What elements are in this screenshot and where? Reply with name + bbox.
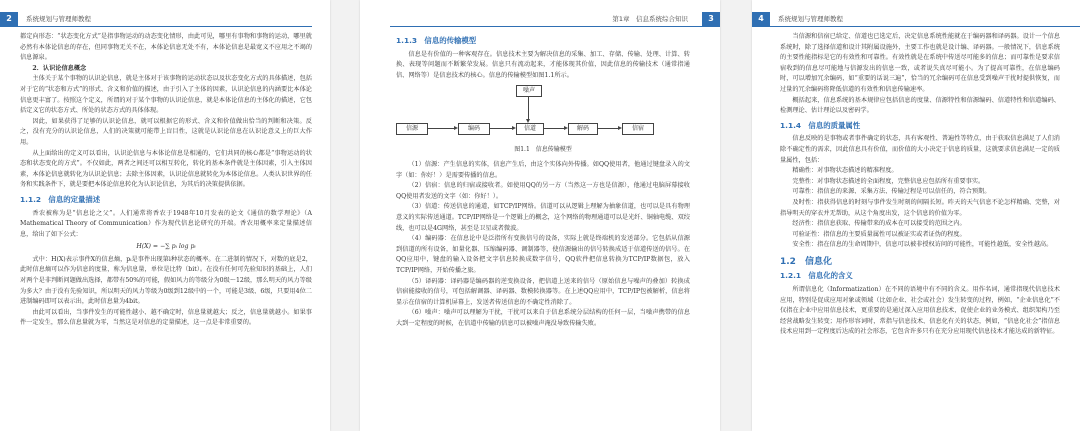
paragraph: 香农被称为是“信息论之父”。人们通常将香农于1948年10月发表的论文《通信的数学理论》（A Mathematical Theory of Communication）作为现代信息论研究的开端。香农用概率来定量描述信息，给出了如下公式： xyxy=(20,209,312,238)
entropy-formula: H(X) = −∑ pᵢ log pᵢ xyxy=(136,243,196,251)
noise-arrow xyxy=(528,96,529,120)
header-title: 系统规划与管理师教程 xyxy=(778,15,843,23)
header-title: 第1章 信息系统综合知识 xyxy=(612,15,688,23)
section-title: 1.1.3 信息的传输模型 xyxy=(396,36,477,45)
list-item: （1）信源：产生信息的实体，信息产生后，由这个实体向外传播。如QQ使用者，他通过键盘录入的文字（如：你好！）是需要传播的信息。 xyxy=(396,160,690,179)
encoder-box: 编码 xyxy=(458,123,490,135)
channel-box: 信道 xyxy=(516,123,544,135)
subheading: 2．认识论信息概念 xyxy=(32,64,87,72)
list-item: （3）信道：传送信息的通道，如TCP/IP网络。信道可以从逻辑上理解为抽象信道，也可以是具有物理意义的实际传送通道。TCP/IP网络是一个逻辑上的概念，这个网络的物理通道可以是光纤、铜轴电缆、双绞线，也可以是4G网络，甚至是卫星或者微波。 xyxy=(396,203,690,232)
paragraph: 信息是有价值的一种客观存在。信息技术主要为解决信息的采集、加工、存储、传输、处理、计算、转换、表现等问题而不断繁荣发展。信息只有流动起来，才能体现其价值，因此信息的传输技术（通常指通信、网络等）是信息技术的核心。信息的传输模型如图1.1所示。 xyxy=(396,50,690,79)
page-number: 3 xyxy=(702,12,720,26)
paragraph: 当信源和信宿已给定、信道也已选定后，决定信息系统性能就在于编码器和译码器。设计一个信息系统时，除了选择信道和设计其附属设施外，主要工作也就是设计编、译码器。一般情况下，信息系统的主要性能指标是它的有效性和可靠性。有效性就是在系统中传送尽可能多的信息；而可靠性是要求信宿收到的信息尽可能地与信源发出的信息一致，或者说失真尽可能小。为了提高可靠性，在信息编码时，可以增加冗余编码，如“重要的话说三遍”，恰当的冗余编码可在信息受到噪声干扰时提供恢复，而过量的冗余编码将降低信道的有效性和信息传输速率。 xyxy=(780,33,1060,93)
list-item: （6）噪声：噪声可以理解为干扰，干扰可以来自于信息系统分层结构的任何一层，当噪声携带的信息大到一定程度的时候，在信道中传输的信息可以被噪声淹没导致传输失败。 xyxy=(396,309,690,327)
page-body xyxy=(20,32,312,329)
list-item: （5）译码器：译码器是编码器的逆变换设备，把信道上送来的信号（原始信息与噪声的叠加）转换成信宿能接收的信号，可包括解调器、译码器、数模转换器等。在上述QQ应用中，TCP/IP包被解析，信息将显示在信宿的计算机屏幕上，发送者传送信息的不确定性消除了。 xyxy=(396,277,690,306)
page-3 xyxy=(360,0,720,431)
noise-box: 噪声 xyxy=(516,85,542,97)
list-item: 及时性：指获得信息的时刻与事件发生时刻的间隔长短。昨天的天气信息不论怎样精确、完整，对指导明天的穿衣并无帮助，从这个角度出发，这个信息的价值为零。 xyxy=(780,198,1060,217)
flow-arrow xyxy=(597,128,619,129)
list-item: （4）编码器：在信息论中是泛指所有变换信号的设备，实际上就是终端机的发送部分。它包括从信源到信道的所有设备，如量化器、压缩编码器、调制器等，使信源输出的信号转换成适于信道传送的信号。在QQ应用中，键盘的输入设备把文字信息转换成数字信号，QQ软件把信息转换为TCP/IP数据包，放入TCP/IP网络，开始传播之旅。 xyxy=(396,235,690,274)
decoder-box: 解码 xyxy=(568,123,598,135)
sink-box: 信宿 xyxy=(622,123,654,135)
chapter-title: 1.2 信息化 xyxy=(780,256,832,267)
page-4 xyxy=(752,0,1080,431)
transmission-model-diagram xyxy=(396,85,690,143)
header-rule xyxy=(0,26,312,27)
page-header xyxy=(752,12,1080,26)
flow-arrow xyxy=(489,128,513,129)
list-item: 安全性：指在信息的生命周期中，信息可以被非授权访问的可能性，可能性越低，安全性越高。 xyxy=(792,241,1053,249)
page-number: 4 xyxy=(752,12,770,26)
paragraph: 概括起来，信息系统的基本规律应包括信息的度量、信源特性和信源编码、信道特性和信道编码、检测理论、估计理论以及密码学。 xyxy=(780,96,1060,115)
list-item: 完整性：对事物状态描述的全面程度，完整信息应包括所有重要事实。 xyxy=(792,177,985,185)
flow-arrow xyxy=(427,128,455,129)
subsection-title: 1.2.1 信息化的含义 xyxy=(780,271,853,281)
section-title: 1.1.2 信息的定量描述 xyxy=(20,194,101,204)
page-body xyxy=(396,32,690,329)
page-number: 2 xyxy=(0,12,18,26)
header-rule xyxy=(752,26,1080,27)
source-box: 信源 xyxy=(396,123,428,135)
page-header xyxy=(360,12,720,26)
page-header xyxy=(0,12,330,26)
paragraph: 主体关于某个事物的认识论信息，就是主体对于该事物的运动状态以及状态变化方式的具体描述，包括对于它的“状态和方式”的形式、含义和价值的描述，由于引入了主体的因素，认识论信息的内涵要比本体论信息更丰富了。按照这个定义，所谓的对于某个事物的认识论信息，就是本体论信息的主体化的描述，它包括定义它的状态方式、所处的状态方式的具体体现。 xyxy=(20,75,312,115)
header-rule xyxy=(390,26,720,27)
paragraph: 都定向形态：“状态变化方式”是指事物运动的动态变化情形，由此可见，哪里有事物和事物的运动，哪里就必然有本体论信息的存在，但同事物无关不在，本体论信息无处不有，本体论信息是最宽义不应用之不竭的信息源泉。 xyxy=(20,33,312,62)
paragraph: 从上面给出的定义可以看出，认识论信息与本体论信息是相通的，它们共同的核心都是“事物运动的状态和状态变化的方式”。不仅如此，两者之间还可以相互转化，转化的基本条件就是主体因素，引入主体因素，本体论信息就转化为认识论信息；去除主体因素，认识论信息就转化为本体论信息。人类认识世界的任务和实践条件下，就是要把本体论信息转化为认识论信息，为其后的决策提供依据。 xyxy=(20,149,312,189)
list-item: 可验证性：指信息的主要质量属性可以被证实或者证伪的程度。 xyxy=(792,230,966,238)
section-title: 1.1.4 信息的质量属性 xyxy=(780,120,861,130)
paragraph: 因此，如果获得了足够的认识论信息，就可以根据它的形式、含义和价值做出恰当的判断和决策。反之，没有充分的认识论信息，人们的决策就可能带上盲目性，这就是认识论信息在认识论意义上的巨大作用。 xyxy=(20,117,312,146)
flow-arrow xyxy=(543,128,565,129)
page-body xyxy=(780,32,1060,338)
page-2 xyxy=(0,0,330,431)
list-item: 精确性：对事物状态描述的精准程度。 xyxy=(792,167,898,175)
figure-caption: 图1.1 信息传输模型 xyxy=(514,146,572,154)
paragraph: 由此可以看出，当事件发生的可能性越小、越不确定时，信息量就越大；反之，信息量就越小。如果事件一定发生，那么信息量就为零，当然这是对信息的定量描述，这一点是非常重要的。 xyxy=(20,308,312,327)
paragraph: 所谓信息化（Informatization）在不同的语境中有不同的含义。用作名词，通常指现代信息技术应用，特别是促成应用对象或领域（比如企业、社会或社会）发生转变的过程，例如，“企业信息化”不仅指在企业中应用信息技术，更重要的是通过深入应用信息技术，促使企业的业务模式、组织架构乃至经营战略发生转变；用作形容词时，常指与信息技术、信息化有关的状态，例如，“信息化社会”指信息技术应用到一定程度后达成的社会形态，它包含许多只有在充分应用现代信息技术才能达成的新特征。 xyxy=(780,286,1060,336)
list-item: 可靠性：指信息的来源、采集方法、传输过程是可以信任的，符合预期。 xyxy=(792,188,991,196)
paragraph: 信息反映的是事物或者事件确定的状态，具有客观性、普遍性等特点，由于获取信息满足了人们消除不确定性的需求，因此信息具有价值，而价值的大小决定于信息的质量，这就要求信息满足一定的质量属性，包括： xyxy=(780,135,1060,164)
header-title: 系统规划与管理师教程 xyxy=(26,15,91,23)
paragraph: 式中：H(X)表示事件X的信息熵，pᵢ是事件出现第i种状态的概率。在二进制的情况下，对数的底是2，此时信息熵可以作为信息的度量，称为信息量，单位是比特（bit）。在没有任何可先验知识的基础上，人们对两个是非判断问题做出选择，都带有50%的可能，假如风力的等级分为0级～12级，那么明天的风力等级为多大？由于没有先验知识，所以明天的风力等级为0级到12级中的一个，可能是3级、6级，只要用4位二进制编码即可以表示出，此时信息量为4bit。 xyxy=(20,255,312,306)
list-item: （2）信宿：信息的归宿或接收者。如使用QQ的另一方（当然这一方也是信源），他通过电脑屏幕接收QQ使用者发送的文字（如：你好！）。 xyxy=(396,182,690,200)
list-item: 经济性：指信息获取、传输带来的成本在可以接受的范围之内。 xyxy=(792,220,966,228)
